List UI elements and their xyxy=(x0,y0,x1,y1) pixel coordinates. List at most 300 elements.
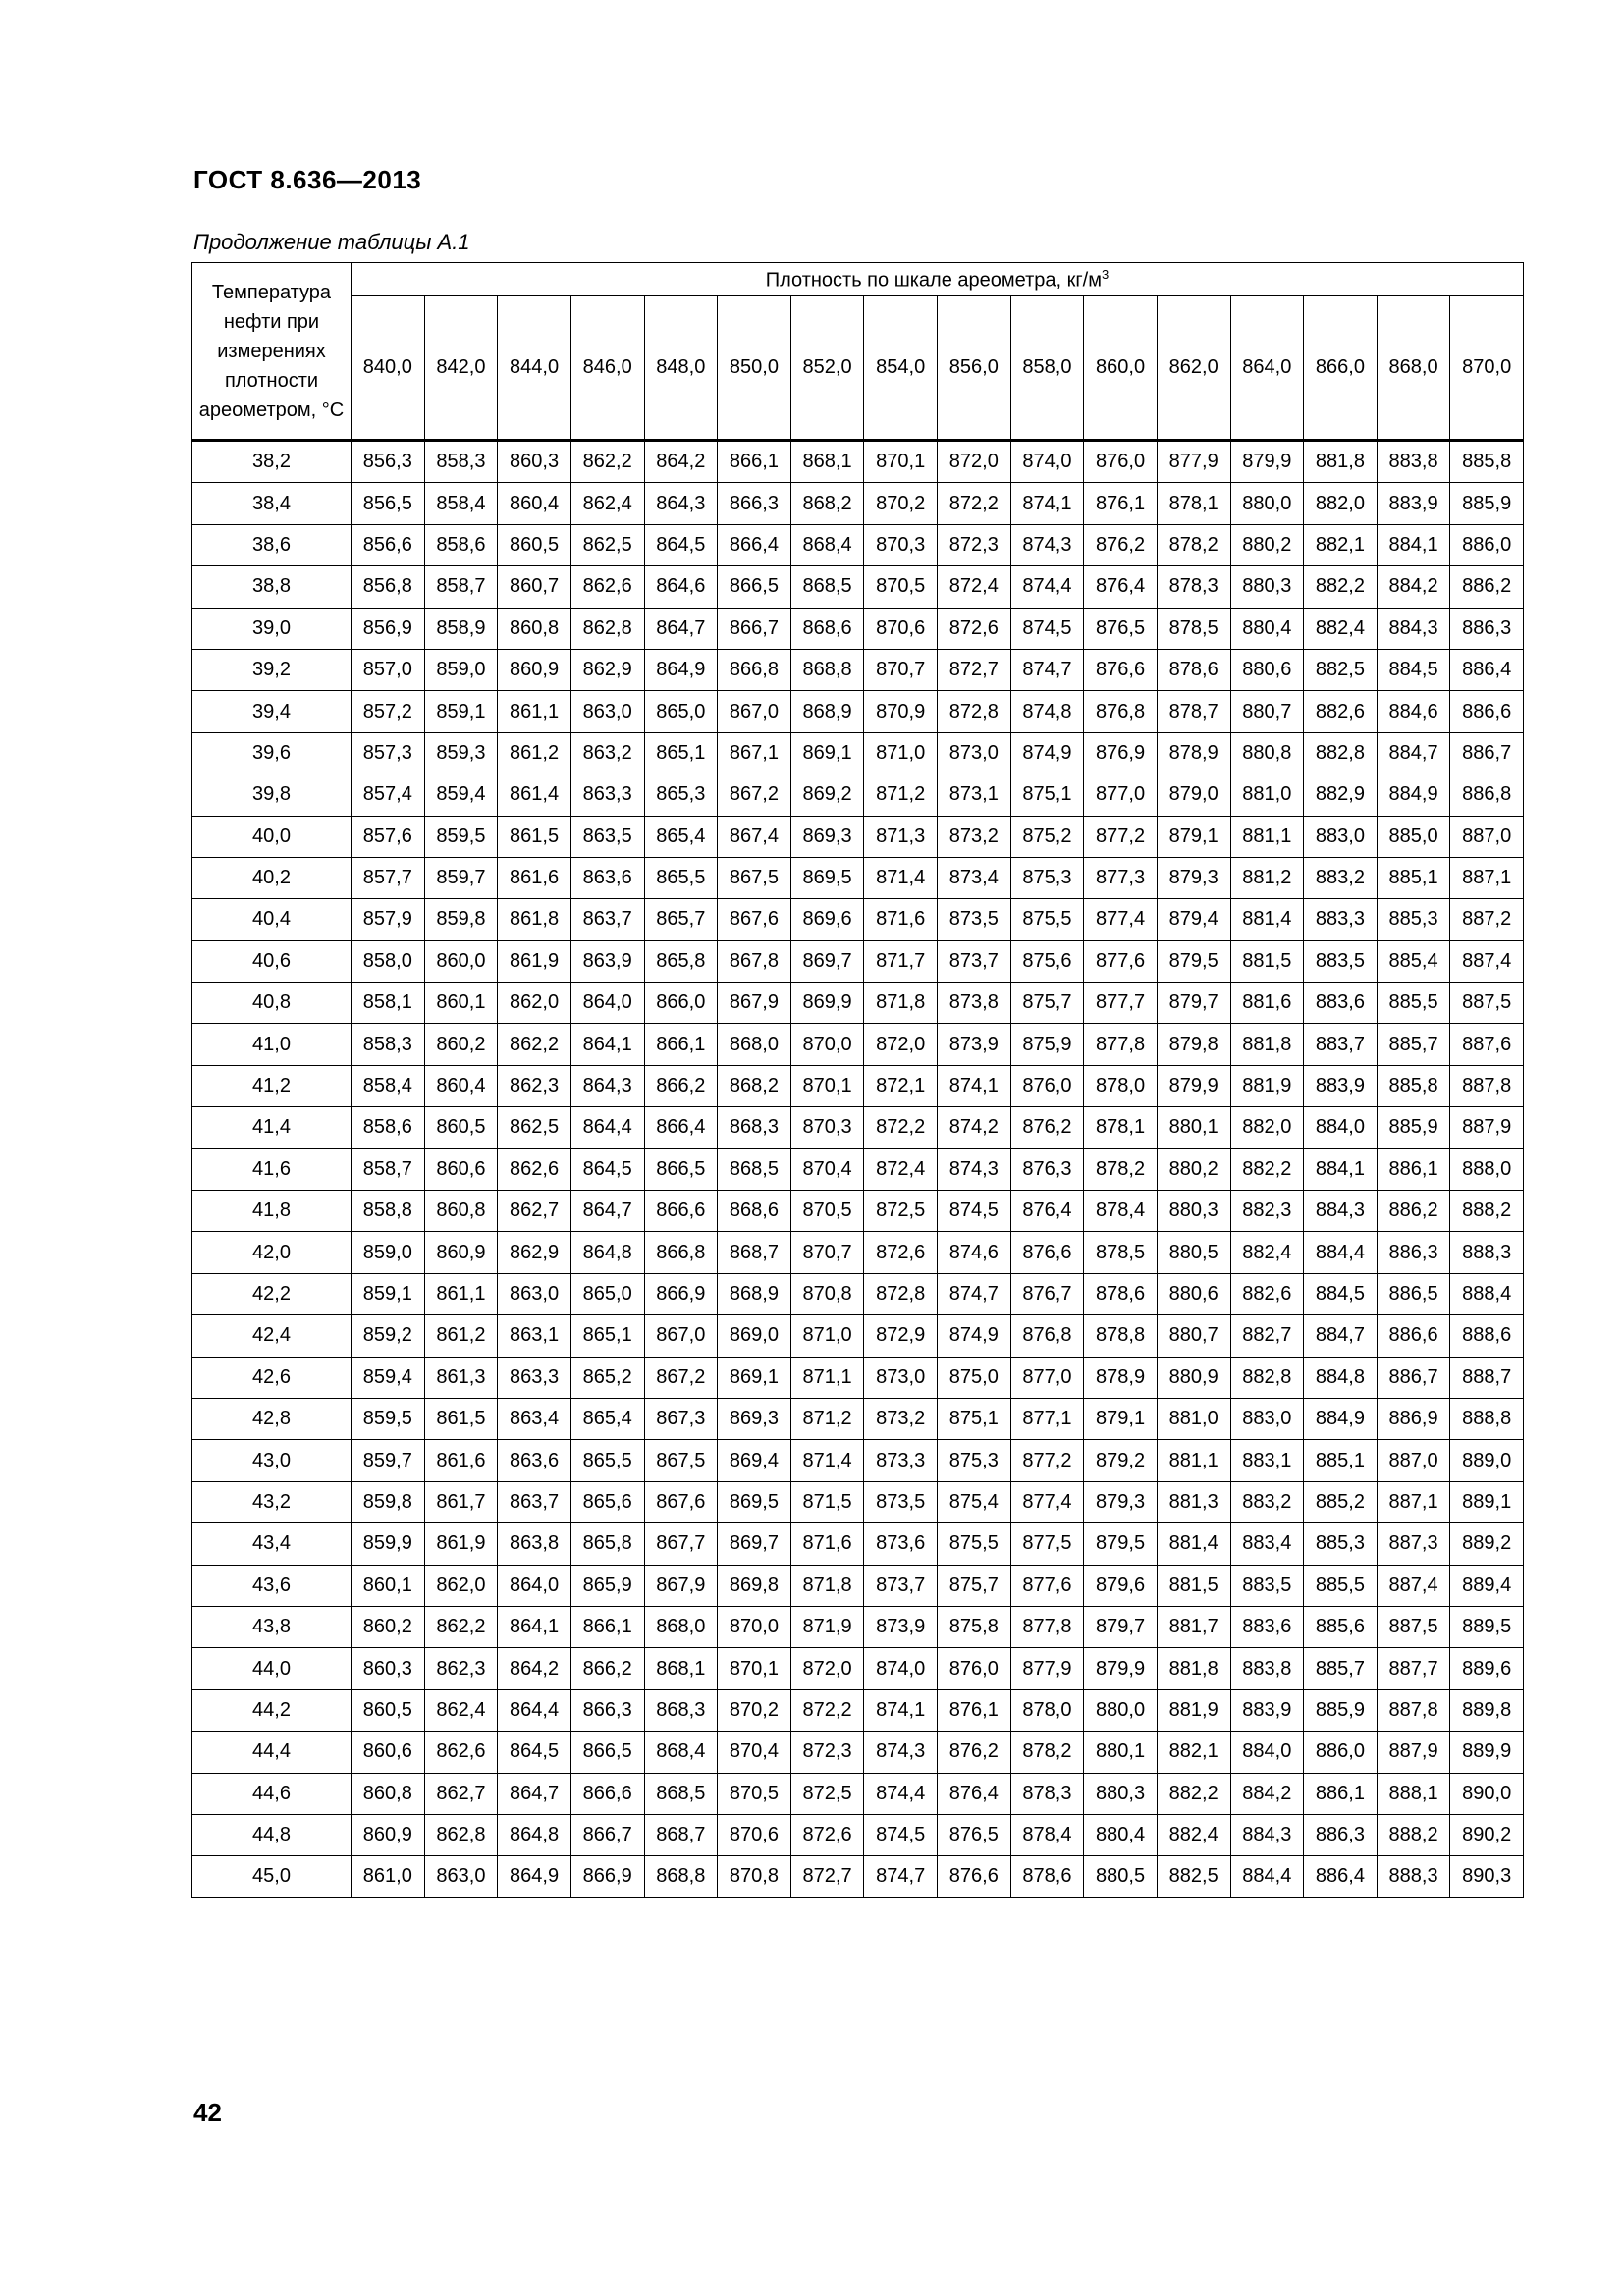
density-cell: 879,0 xyxy=(1157,774,1230,816)
density-cell: 859,7 xyxy=(352,1440,425,1481)
density-cell: 878,0 xyxy=(1010,1689,1084,1731)
density-cell: 870,3 xyxy=(864,524,938,565)
density-cell: 887,3 xyxy=(1377,1523,1450,1565)
density-cell: 880,2 xyxy=(1157,1148,1230,1190)
density-cell: 864,8 xyxy=(570,1232,644,1273)
density-cell: 861,1 xyxy=(498,691,571,732)
density-cell: 882,9 xyxy=(1304,774,1378,816)
density-cell: 872,5 xyxy=(790,1773,864,1814)
density-cell: 871,6 xyxy=(790,1523,864,1565)
density-cell: 882,8 xyxy=(1304,732,1378,774)
density-cell: 873,5 xyxy=(938,899,1011,940)
density-cell: 886,0 xyxy=(1450,524,1524,565)
density-column-header: 870,0 xyxy=(1450,296,1524,441)
density-cell: 859,4 xyxy=(352,1357,425,1398)
density-cell: 878,6 xyxy=(1084,1273,1158,1314)
density-cell: 883,5 xyxy=(1304,940,1378,982)
density-cell: 876,2 xyxy=(1084,524,1158,565)
document-code: ГОСТ 8.636—2013 xyxy=(193,165,422,194)
density-cell: 879,4 xyxy=(1157,899,1230,940)
density-cell: 872,3 xyxy=(938,524,1011,565)
density-cell: 870,2 xyxy=(864,483,938,524)
density-cell: 876,2 xyxy=(938,1732,1011,1773)
density-cell: 881,2 xyxy=(1230,857,1304,898)
density-cell: 858,7 xyxy=(352,1148,425,1190)
temperature-cell: 38,4 xyxy=(192,483,352,524)
temperature-cell: 40,8 xyxy=(192,983,352,1024)
density-cell: 880,8 xyxy=(1230,732,1304,774)
density-cell: 868,3 xyxy=(644,1689,718,1731)
density-cell: 856,3 xyxy=(352,441,425,483)
density-cell: 884,9 xyxy=(1304,1398,1378,1439)
density-cell: 866,1 xyxy=(644,1024,718,1065)
density-cell: 876,4 xyxy=(1084,566,1158,608)
density-cell: 887,7 xyxy=(1377,1648,1450,1689)
density-cell: 883,8 xyxy=(1230,1648,1304,1689)
density-cell: 860,1 xyxy=(424,983,498,1024)
density-cell: 862,9 xyxy=(570,649,644,690)
density-cell: 884,2 xyxy=(1230,1773,1304,1814)
density-cell: 864,4 xyxy=(498,1689,571,1731)
density-cell: 861,4 xyxy=(498,774,571,816)
density-cell: 874,0 xyxy=(864,1648,938,1689)
density-column-header: 844,0 xyxy=(498,296,571,441)
density-cell: 888,7 xyxy=(1450,1357,1524,1398)
density-cell: 886,3 xyxy=(1304,1814,1378,1855)
density-cell: 865,8 xyxy=(570,1523,644,1565)
density-cell: 878,1 xyxy=(1157,483,1230,524)
density-cell: 881,5 xyxy=(1230,940,1304,982)
density-cell: 877,4 xyxy=(1084,899,1158,940)
density-cell: 888,2 xyxy=(1377,1814,1450,1855)
density-cell: 876,1 xyxy=(938,1689,1011,1731)
density-cell: 877,2 xyxy=(1084,816,1158,857)
density-cell: 873,0 xyxy=(864,1357,938,1398)
density-cell: 872,9 xyxy=(864,1315,938,1357)
density-cell: 876,5 xyxy=(938,1814,1011,1855)
density-cell: 875,3 xyxy=(1010,857,1084,898)
density-cell: 856,8 xyxy=(352,566,425,608)
density-cell: 889,1 xyxy=(1450,1481,1524,1522)
density-cell: 865,7 xyxy=(644,899,718,940)
density-cell: 869,4 xyxy=(718,1440,791,1481)
density-cell: 887,1 xyxy=(1450,857,1524,898)
density-cell: 883,2 xyxy=(1304,857,1378,898)
density-cell: 871,8 xyxy=(790,1565,864,1606)
density-cell: 882,5 xyxy=(1304,649,1378,690)
density-cell: 875,1 xyxy=(1010,774,1084,816)
density-column-header: 854,0 xyxy=(864,296,938,441)
table-row xyxy=(192,732,1524,774)
density-cell: 861,8 xyxy=(498,899,571,940)
density-cell: 866,1 xyxy=(718,441,791,483)
density-cell: 873,2 xyxy=(938,816,1011,857)
density-cell: 862,3 xyxy=(498,1065,571,1106)
temperature-cell: 39,0 xyxy=(192,608,352,649)
table-body xyxy=(192,441,1524,1898)
density-cell: 886,5 xyxy=(1377,1273,1450,1314)
density-cell: 882,2 xyxy=(1157,1773,1230,1814)
density-cell: 884,7 xyxy=(1304,1315,1378,1357)
density-cell: 869,7 xyxy=(718,1523,791,1565)
density-cell: 870,2 xyxy=(718,1689,791,1731)
temperature-cell: 42,0 xyxy=(192,1232,352,1273)
density-cell: 888,6 xyxy=(1450,1315,1524,1357)
density-cell: 886,8 xyxy=(1450,774,1524,816)
density-cell: 881,4 xyxy=(1157,1523,1230,1565)
density-cell: 870,1 xyxy=(864,441,938,483)
density-cell: 864,7 xyxy=(644,608,718,649)
density-cell: 868,2 xyxy=(790,483,864,524)
density-cell: 880,6 xyxy=(1157,1273,1230,1314)
density-cell: 868,7 xyxy=(718,1232,791,1273)
density-cell: 862,0 xyxy=(498,983,571,1024)
density-cell: 890,0 xyxy=(1450,1773,1524,1814)
table-row xyxy=(192,649,1524,690)
density-column-header: 842,0 xyxy=(424,296,498,441)
temperature-cell: 41,4 xyxy=(192,1107,352,1148)
density-cell: 876,0 xyxy=(1010,1065,1084,1106)
density-cell: 871,4 xyxy=(864,857,938,898)
temperature-cell: 42,6 xyxy=(192,1357,352,1398)
density-cell: 860,9 xyxy=(424,1232,498,1273)
temperature-cell: 43,8 xyxy=(192,1606,352,1647)
density-cell: 880,9 xyxy=(1157,1357,1230,1398)
density-cell: 886,1 xyxy=(1304,1773,1378,1814)
density-cell: 861,6 xyxy=(498,857,571,898)
density-cell: 872,1 xyxy=(864,1065,938,1106)
density-cell: 886,2 xyxy=(1450,566,1524,608)
density-cell: 881,9 xyxy=(1230,1065,1304,1106)
density-cell: 886,4 xyxy=(1304,1856,1378,1897)
density-cell: 874,7 xyxy=(1010,649,1084,690)
density-cell: 876,2 xyxy=(1010,1107,1084,1148)
density-cell: 870,1 xyxy=(790,1065,864,1106)
density-cell: 864,0 xyxy=(570,983,644,1024)
density-cell: 881,7 xyxy=(1157,1606,1230,1647)
density-cell: 883,3 xyxy=(1304,899,1378,940)
table-row xyxy=(192,691,1524,732)
density-cell: 876,4 xyxy=(1010,1191,1084,1232)
density-cell: 886,2 xyxy=(1377,1191,1450,1232)
density-cell: 864,7 xyxy=(498,1773,571,1814)
table-row xyxy=(192,441,1524,483)
density-cell: 887,5 xyxy=(1450,983,1524,1024)
density-cell: 866,7 xyxy=(570,1814,644,1855)
temperature-cell: 42,8 xyxy=(192,1398,352,1439)
density-cell: 885,1 xyxy=(1377,857,1450,898)
density-cell: 874,4 xyxy=(864,1773,938,1814)
density-cell: 871,4 xyxy=(790,1440,864,1481)
density-cell: 858,9 xyxy=(424,608,498,649)
density-cell: 869,3 xyxy=(718,1398,791,1439)
density-cell: 871,9 xyxy=(790,1606,864,1647)
density-cell: 856,5 xyxy=(352,483,425,524)
density-cell: 867,2 xyxy=(644,1357,718,1398)
density-column-header: 852,0 xyxy=(790,296,864,441)
density-cell: 886,3 xyxy=(1377,1232,1450,1273)
density-cell: 866,6 xyxy=(570,1773,644,1814)
density-cell: 887,5 xyxy=(1377,1606,1450,1647)
density-cell: 870,7 xyxy=(790,1232,864,1273)
density-cell: 890,3 xyxy=(1450,1856,1524,1897)
density-cell: 876,8 xyxy=(1084,691,1158,732)
density-cell: 883,5 xyxy=(1230,1565,1304,1606)
density-cell: 887,4 xyxy=(1450,940,1524,982)
density-cell: 871,3 xyxy=(864,816,938,857)
density-cell: 886,6 xyxy=(1377,1315,1450,1357)
density-cell: 865,3 xyxy=(644,774,718,816)
density-table xyxy=(191,262,1524,1898)
density-cell: 869,9 xyxy=(790,983,864,1024)
temperature-cell: 42,4 xyxy=(192,1315,352,1357)
density-cell: 865,0 xyxy=(570,1273,644,1314)
density-column-header: 862,0 xyxy=(1157,296,1230,441)
density-cell: 878,9 xyxy=(1157,732,1230,774)
density-cell: 867,0 xyxy=(718,691,791,732)
density-cell: 864,9 xyxy=(644,649,718,690)
density-cell: 862,7 xyxy=(498,1191,571,1232)
density-cell: 862,4 xyxy=(570,483,644,524)
density-cell: 882,4 xyxy=(1304,608,1378,649)
density-cell: 880,0 xyxy=(1230,483,1304,524)
density-cell: 862,2 xyxy=(570,441,644,483)
density-cell: 878,3 xyxy=(1157,566,1230,608)
density-cell: 885,7 xyxy=(1377,1024,1450,1065)
density-cell: 879,3 xyxy=(1157,857,1230,898)
density-cell: 882,1 xyxy=(1304,524,1378,565)
density-cell: 873,0 xyxy=(938,732,1011,774)
density-cell: 858,4 xyxy=(424,483,498,524)
density-cell: 865,2 xyxy=(570,1357,644,1398)
density-cell: 883,4 xyxy=(1230,1523,1304,1565)
density-cell: 877,9 xyxy=(1010,1648,1084,1689)
density-cell: 867,3 xyxy=(644,1398,718,1439)
density-cell: 867,6 xyxy=(644,1481,718,1522)
density-cell: 882,4 xyxy=(1230,1232,1304,1273)
density-cell: 888,0 xyxy=(1450,1148,1524,1190)
density-cell: 889,9 xyxy=(1450,1732,1524,1773)
density-column-header: 856,0 xyxy=(938,296,1011,441)
density-cell: 880,4 xyxy=(1084,1814,1158,1855)
density-cell: 875,7 xyxy=(1010,983,1084,1024)
density-cell: 871,5 xyxy=(790,1481,864,1522)
density-cell: 884,0 xyxy=(1304,1107,1378,1148)
density-cell: 866,0 xyxy=(644,983,718,1024)
density-cell: 864,5 xyxy=(498,1732,571,1773)
temperature-cell: 40,0 xyxy=(192,816,352,857)
density-cell: 880,3 xyxy=(1230,566,1304,608)
density-cell: 881,5 xyxy=(1157,1565,1230,1606)
density-cell: 874,4 xyxy=(1010,566,1084,608)
density-cell: 884,3 xyxy=(1377,608,1450,649)
density-cell: 862,5 xyxy=(570,524,644,565)
density-cell: 879,8 xyxy=(1157,1024,1230,1065)
density-cell: 885,5 xyxy=(1304,1565,1378,1606)
density-cell: 868,9 xyxy=(790,691,864,732)
temperature-cell: 44,0 xyxy=(192,1648,352,1689)
temperature-cell: 43,2 xyxy=(192,1481,352,1522)
density-cell: 863,0 xyxy=(570,691,644,732)
density-cell: 881,8 xyxy=(1304,441,1378,483)
table-row xyxy=(192,566,1524,608)
density-unit-exponent: 3 xyxy=(1101,266,1110,282)
density-cell: 863,1 xyxy=(498,1315,571,1357)
density-cell: 868,6 xyxy=(790,608,864,649)
density-cell: 882,5 xyxy=(1157,1856,1230,1897)
density-column-header: 866,0 xyxy=(1304,296,1378,441)
temperature-cell: 42,2 xyxy=(192,1273,352,1314)
table-row xyxy=(192,899,1524,940)
density-cell: 861,3 xyxy=(424,1357,498,1398)
density-cell: 866,1 xyxy=(570,1606,644,1647)
density-cell: 884,9 xyxy=(1377,774,1450,816)
density-cell: 858,1 xyxy=(352,983,425,1024)
table-caption: Продолжение таблицы А.1 xyxy=(193,230,470,254)
density-cell: 871,7 xyxy=(864,940,938,982)
density-cell: 860,7 xyxy=(498,566,571,608)
density-cell: 878,2 xyxy=(1157,524,1230,565)
density-group-label: Плотность по шкале ареометра, кг/м xyxy=(765,269,1102,292)
density-cell: 881,8 xyxy=(1157,1648,1230,1689)
density-cell: 874,9 xyxy=(938,1315,1011,1357)
density-cell: 861,9 xyxy=(498,940,571,982)
density-cell: 865,9 xyxy=(570,1565,644,1606)
density-cell: 884,1 xyxy=(1377,524,1450,565)
density-cell: 866,5 xyxy=(570,1732,644,1773)
density-group-header xyxy=(352,263,1524,296)
table-row xyxy=(192,1523,1524,1565)
density-cell: 863,3 xyxy=(498,1357,571,1398)
density-cell: 880,5 xyxy=(1157,1232,1230,1273)
density-cell: 872,4 xyxy=(864,1148,938,1190)
density-cell: 862,6 xyxy=(570,566,644,608)
density-cell: 873,9 xyxy=(864,1606,938,1647)
density-cell: 857,2 xyxy=(352,691,425,732)
table-row xyxy=(192,1065,1524,1106)
temperature-cell: 39,2 xyxy=(192,649,352,690)
density-cell: 876,6 xyxy=(938,1856,1011,1897)
density-cell: 874,5 xyxy=(864,1814,938,1855)
density-cell: 886,4 xyxy=(1450,649,1524,690)
density-cell: 867,1 xyxy=(718,732,791,774)
density-cell: 871,6 xyxy=(864,899,938,940)
density-cell: 863,0 xyxy=(424,1856,498,1897)
temperature-cell: 38,8 xyxy=(192,566,352,608)
table-row xyxy=(192,1648,1524,1689)
temperature-cell: 44,2 xyxy=(192,1689,352,1731)
density-cell: 864,4 xyxy=(570,1107,644,1148)
density-cell: 882,0 xyxy=(1230,1107,1304,1148)
density-cell: 867,9 xyxy=(644,1565,718,1606)
density-cell: 861,2 xyxy=(498,732,571,774)
density-cell: 866,4 xyxy=(644,1107,718,1148)
table-row xyxy=(192,1481,1524,1522)
density-cell: 874,1 xyxy=(864,1689,938,1731)
density-cell: 880,5 xyxy=(1084,1856,1158,1897)
density-cell: 862,8 xyxy=(424,1814,498,1855)
density-column-header: 848,0 xyxy=(644,296,718,441)
table-row xyxy=(192,1315,1524,1357)
density-cell: 868,4 xyxy=(790,524,864,565)
density-cell: 859,9 xyxy=(352,1523,425,1565)
density-cell: 860,5 xyxy=(498,524,571,565)
density-column-header: 860,0 xyxy=(1084,296,1158,441)
density-cell: 868,5 xyxy=(644,1773,718,1814)
density-cell: 861,5 xyxy=(498,816,571,857)
density-cell: 859,0 xyxy=(424,649,498,690)
density-cell: 877,8 xyxy=(1010,1606,1084,1647)
density-cell: 873,3 xyxy=(864,1440,938,1481)
table-row xyxy=(192,1232,1524,1273)
density-cell: 862,2 xyxy=(424,1606,498,1647)
density-cell: 860,9 xyxy=(352,1814,425,1855)
density-cell: 885,0 xyxy=(1377,816,1450,857)
density-cell: 885,2 xyxy=(1304,1481,1378,1522)
density-cell: 886,9 xyxy=(1377,1398,1450,1439)
temperature-cell: 41,6 xyxy=(192,1148,352,1190)
density-cell: 866,5 xyxy=(718,566,791,608)
density-cell: 857,9 xyxy=(352,899,425,940)
density-cell: 865,0 xyxy=(644,691,718,732)
density-cell: 869,1 xyxy=(718,1357,791,1398)
density-cell: 875,9 xyxy=(1010,1024,1084,1065)
density-cell: 873,1 xyxy=(938,774,1011,816)
density-cell: 879,1 xyxy=(1084,1398,1158,1439)
density-cell: 863,7 xyxy=(570,899,644,940)
density-cell: 868,8 xyxy=(790,649,864,690)
density-cell: 871,1 xyxy=(790,1357,864,1398)
density-cell: 885,7 xyxy=(1304,1648,1378,1689)
density-cell: 888,3 xyxy=(1450,1232,1524,1273)
density-cell: 879,9 xyxy=(1157,1065,1230,1106)
density-cell: 885,3 xyxy=(1304,1523,1378,1565)
density-cell: 870,5 xyxy=(864,566,938,608)
density-cell: 876,1 xyxy=(1084,483,1158,524)
table-row xyxy=(192,940,1524,982)
density-cell: 875,5 xyxy=(1010,899,1084,940)
table-row xyxy=(192,608,1524,649)
density-cell: 860,5 xyxy=(424,1107,498,1148)
density-cell: 860,1 xyxy=(352,1565,425,1606)
density-cell: 879,1 xyxy=(1157,816,1230,857)
density-cell: 868,3 xyxy=(718,1107,791,1148)
density-cell: 870,9 xyxy=(864,691,938,732)
density-cell: 885,5 xyxy=(1377,983,1450,1024)
density-column-header: 864,0 xyxy=(1230,296,1304,441)
density-cell: 885,9 xyxy=(1377,1107,1450,1148)
density-cell: 857,4 xyxy=(352,774,425,816)
density-cell: 862,0 xyxy=(424,1565,498,1606)
density-cell: 870,5 xyxy=(718,1773,791,1814)
density-cell: 885,9 xyxy=(1304,1689,1378,1731)
density-cell: 867,9 xyxy=(718,983,791,1024)
density-cell: 880,7 xyxy=(1230,691,1304,732)
density-cell: 876,3 xyxy=(1010,1148,1084,1190)
density-cell: 864,1 xyxy=(570,1024,644,1065)
density-cell: 883,6 xyxy=(1230,1606,1304,1647)
density-cell: 882,0 xyxy=(1304,483,1378,524)
density-cell: 878,1 xyxy=(1084,1107,1158,1148)
density-column-header: 840,0 xyxy=(352,296,425,441)
temperature-cell: 39,8 xyxy=(192,774,352,816)
density-cell: 889,4 xyxy=(1450,1565,1524,1606)
density-cell: 866,3 xyxy=(570,1689,644,1731)
density-cell: 883,7 xyxy=(1304,1024,1378,1065)
density-cell: 887,8 xyxy=(1377,1689,1450,1731)
density-cell: 870,7 xyxy=(864,649,938,690)
density-cell: 859,4 xyxy=(424,774,498,816)
